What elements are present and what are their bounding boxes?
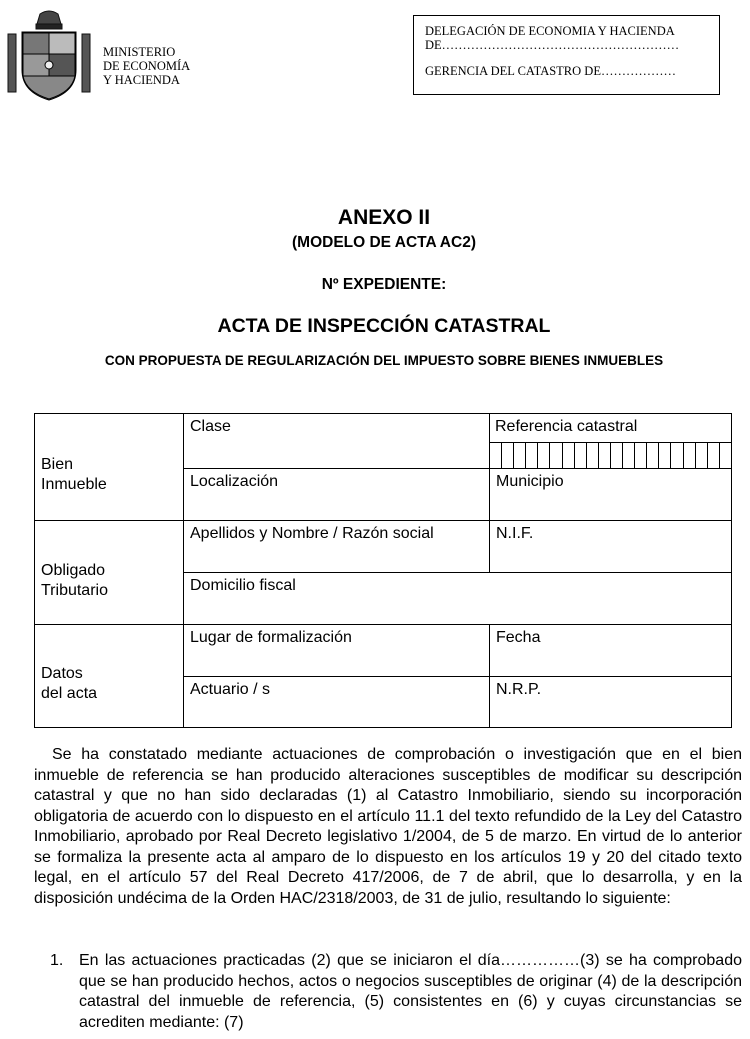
digit-box[interactable] (696, 443, 708, 468)
digit-box[interactable] (611, 443, 623, 468)
section-obligado-tributario (35, 521, 184, 625)
domicilio-fiscal-field[interactable] (184, 573, 732, 625)
digit-box[interactable] (575, 443, 587, 468)
section-label: Obligado (41, 561, 106, 579)
digit-box[interactable] (526, 443, 538, 468)
field-label: N.I.F. (496, 525, 534, 542)
field-label: Referencia catastral (495, 418, 638, 435)
coat-of-arms-logo (6, 8, 92, 104)
delegation-line: DELEGACIÓN DE ECONOMIA Y HACIENDA (425, 24, 675, 38)
ministry-line: MINISTERIO (103, 45, 176, 59)
section-datos-acta (35, 625, 184, 728)
section-label: Datos (41, 665, 83, 682)
digit-box[interactable] (635, 443, 647, 468)
section-label: del acta (41, 685, 98, 702)
clase-field[interactable] (184, 414, 490, 469)
field-label: Lugar de formalización (190, 629, 352, 646)
digit-box[interactable] (587, 443, 599, 468)
nif-field[interactable] (490, 521, 732, 573)
referencia-catastral-field[interactable] (490, 414, 732, 469)
digit-box[interactable] (563, 443, 575, 468)
ministry-name (103, 45, 190, 87)
item-number: 1. (50, 952, 64, 969)
ministry-line: DE ECONOMÍA (103, 59, 191, 73)
list-item (50, 951, 742, 1033)
digit-box[interactable] (684, 443, 696, 468)
expediente-label: Nº EXPEDIENTE: (321, 276, 447, 293)
field-label: Actuario / s (190, 681, 271, 698)
digit-box[interactable] (502, 443, 514, 468)
digit-box[interactable] (671, 443, 683, 468)
digit-box[interactable] (647, 443, 659, 468)
body-paragraph: Se ha constatado mediante actuaciones de comprobación o investigación que en el bien inmueble de referencia se han producido alteraciones susceptibles de modificar su descripción catastral y que no han sido declaradas (1) al Catastro Inmobiliario, siendo su incorporación obligatoria de acuerdo con lo dispuesto en el artículo 11.1 del texto refundido de la Ley del Catastro Inmobiliario, aprobado por Real Decreto legislativo 1/2004, de 5 de marzo. En virtud de lo anterior se formaliza la presente acta al amparo de lo dispuesto en los artículos 19 y 20 del citado texto legal, en el artículo 57 del Real Decreto 417/2006, de 7 de abril, que lo desarrolla, y en la disposición undécima de la Orden HAC/2318/2003, de 31 de julio, resultando lo siguiente: (34, 746, 742, 907)
referencia-digit-boxes[interactable] (490, 442, 731, 468)
field-label: Localización (190, 473, 279, 490)
section-label: Bien (41, 456, 74, 473)
digit-box[interactable] (599, 443, 611, 468)
model-subtitle: (MODELO DE ACTA AC2) (292, 234, 476, 251)
acta-title: ACTA DE INSPECCIÓN CATASTRAL (217, 315, 551, 337)
field-label: Clase (190, 418, 231, 435)
field-label: N.R.P. (496, 681, 542, 698)
section-label: Inmueble (41, 476, 107, 493)
actuario-field[interactable] (184, 677, 490, 728)
digit-box[interactable] (514, 443, 526, 468)
nrp-field[interactable] (490, 677, 732, 728)
field-label: Municipio (496, 473, 564, 490)
delegation-line: DE………………………………………………… (425, 38, 680, 52)
ministry-line: Y HACIENDA (103, 73, 180, 87)
section-bien-inmueble (35, 414, 184, 521)
form-table (34, 413, 732, 728)
delegation-box (413, 15, 720, 95)
lugar-formalizacion-field[interactable] (184, 625, 490, 677)
field-label: Fecha (496, 629, 541, 646)
nombre-field[interactable] (184, 521, 490, 573)
digit-box[interactable] (538, 443, 550, 468)
digit-box[interactable] (550, 443, 562, 468)
delegation-line: GERENCIA DEL CATASTRO DE……………… (425, 64, 676, 78)
digit-box[interactable] (708, 443, 720, 468)
digit-box[interactable] (720, 443, 731, 468)
digit-box[interactable] (659, 443, 671, 468)
acta-subtitle: CON PROPUESTA DE REGULARIZACIÓN DEL IMPUESTO SOBRE BIENES INMUEBLES (104, 353, 664, 368)
municipio-field[interactable] (490, 469, 732, 521)
field-label: Apellidos y Nombre / Razón social (190, 525, 434, 542)
item-text: En las actuaciones practicadas (2) que se iniciaron el día……………(3) se ha comprobado que se han producido hechos, actos o negocios susceptibles de originar (4) de la descripción catastral del inmueble de referencia, (5) consistentes en (6) y cuyas circunstancias se acrediten mediante: (7) (79, 952, 742, 1031)
digit-box[interactable] (490, 443, 502, 468)
field-label: Domicilio fiscal (190, 577, 296, 594)
section-label: Tributario (41, 581, 108, 599)
localizacion-field[interactable] (184, 469, 490, 521)
fecha-field[interactable] (490, 625, 732, 677)
annex-title: ANEXO II (337, 206, 431, 229)
digit-box[interactable] (623, 443, 635, 468)
